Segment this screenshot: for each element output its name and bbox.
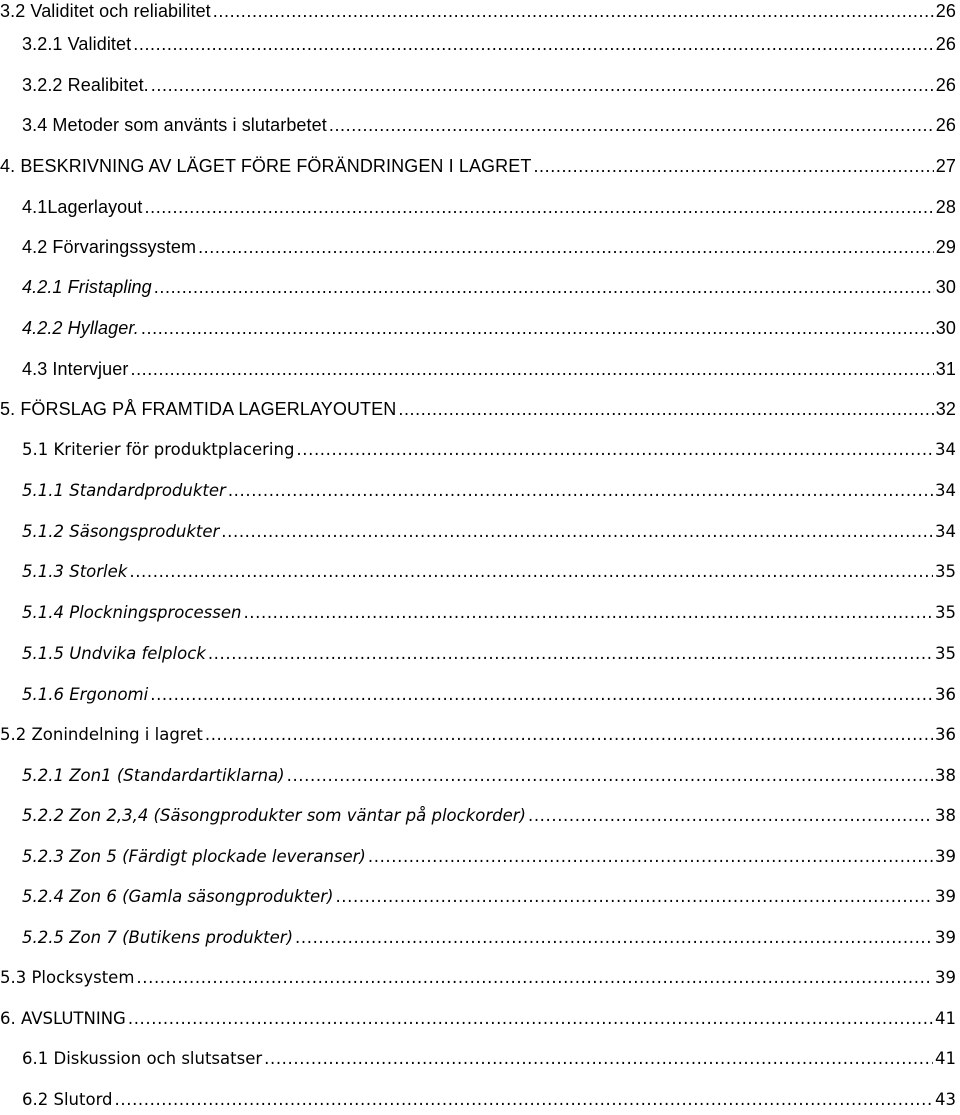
toc-entry[interactable] bbox=[22, 476, 956, 506]
toc-page-number: 26 bbox=[935, 34, 956, 54]
toc-page-number: 34 bbox=[935, 481, 956, 500]
toc-page-number: 26 bbox=[935, 75, 956, 95]
toc-entry-title: 4.2.2 Hyllager. bbox=[22, 318, 139, 338]
toc-dot-leader bbox=[213, 0, 934, 26]
toc-entry-title: 3.4 Metoder som använts i slutarbetet bbox=[22, 115, 327, 135]
toc-dot-leader bbox=[368, 842, 933, 872]
toc-page-number: 36 bbox=[935, 725, 956, 744]
toc-entry-title: 4.2.1 Fristapling bbox=[22, 277, 152, 297]
toc-entry[interactable] bbox=[22, 761, 956, 791]
toc-page-number: 30 bbox=[935, 318, 956, 338]
toc-entry[interactable] bbox=[22, 598, 956, 628]
toc-entry-title: 5.1.6 Ergonomi bbox=[22, 685, 149, 704]
toc-entry-title: 4.3 Intervjuer bbox=[22, 359, 129, 379]
toc-entry[interactable] bbox=[22, 232, 956, 262]
toc-page-number: 35 bbox=[935, 562, 956, 581]
toc-entry[interactable] bbox=[0, 720, 956, 750]
toc-page-number: 43 bbox=[935, 1090, 956, 1109]
toc-dot-leader bbox=[528, 801, 933, 831]
toc-entry-title: 5.1.4 Plockningsprocessen bbox=[22, 603, 242, 622]
toc-page-number: 39 bbox=[935, 968, 956, 987]
toc-dot-leader bbox=[221, 517, 933, 547]
toc-entry-title: 5.1.2 Säsongsprodukter bbox=[22, 522, 220, 541]
toc-dot-leader bbox=[533, 151, 933, 181]
toc-dot-leader bbox=[264, 1044, 933, 1074]
toc-entry[interactable] bbox=[22, 801, 956, 831]
toc-dot-leader bbox=[130, 354, 933, 384]
toc-entry[interactable] bbox=[0, 394, 956, 424]
toc-page-number: 41 bbox=[935, 1009, 956, 1028]
toc-entry[interactable] bbox=[22, 1044, 956, 1074]
toc-dot-leader bbox=[228, 476, 933, 506]
toc-entry-title: 5.3 Plocksystem bbox=[0, 968, 135, 987]
toc-entry-title: 6. AVSLUTNING bbox=[0, 1009, 126, 1028]
toc-entry-title: 6.2 Slutord bbox=[22, 1090, 113, 1109]
toc-entry-title: 5.2.5 Zon 7 (Butikens produkter) bbox=[22, 928, 294, 947]
toc-entry[interactable] bbox=[0, 151, 956, 181]
toc-dot-leader bbox=[208, 639, 933, 669]
toc-dot-leader bbox=[133, 29, 934, 59]
toc-entry[interactable] bbox=[22, 272, 956, 302]
toc-dot-leader bbox=[150, 680, 933, 710]
toc-page-number: 38 bbox=[935, 806, 956, 825]
toc-entry-title: 5.2.4 Zon 6 (Gamla säsongprodukter) bbox=[22, 887, 334, 906]
toc-entry-title: 6.1 Diskussion och slutsatser bbox=[22, 1049, 263, 1068]
toc-page-number: 34 bbox=[935, 522, 956, 541]
toc-page-number: 35 bbox=[935, 603, 956, 622]
toc-dot-leader bbox=[205, 720, 933, 750]
toc-dot-leader bbox=[128, 1004, 933, 1034]
toc-entry-title: 5.2.3 Zon 5 (Färdigt plockade leveranser) bbox=[22, 847, 366, 866]
toc-entry[interactable] bbox=[22, 1085, 956, 1115]
toc-page-number: 38 bbox=[935, 766, 956, 785]
toc-entry-title: 3.2 Validitet och reliabilitet bbox=[0, 1, 211, 21]
toc-page-number: 30 bbox=[935, 277, 956, 297]
toc-page-number: 28 bbox=[935, 197, 956, 217]
toc-dot-leader bbox=[151, 70, 934, 100]
toc-entry[interactable] bbox=[0, 963, 956, 993]
toc-dot-leader bbox=[198, 232, 934, 262]
toc-entry[interactable] bbox=[22, 192, 956, 222]
toc-dot-leader bbox=[136, 963, 933, 993]
toc-entry[interactable] bbox=[22, 923, 956, 953]
toc-entry-title: 5.1 Kriterier för produktplacering bbox=[22, 440, 295, 459]
toc-dot-leader bbox=[296, 435, 933, 465]
toc-entry-title: 3.2.1 Validitet bbox=[22, 34, 132, 54]
toc-page-number: 26 bbox=[935, 115, 956, 135]
toc-page-number: 35 bbox=[935, 644, 956, 663]
toc-page-number: 34 bbox=[935, 440, 956, 459]
toc-dot-leader bbox=[129, 557, 933, 587]
toc-dot-leader bbox=[335, 882, 933, 912]
toc-dot-leader bbox=[141, 313, 934, 343]
toc-entry-title: 5.2 Zonindelning i lagret bbox=[0, 725, 203, 744]
toc-entry[interactable] bbox=[22, 354, 956, 384]
toc-entry[interactable] bbox=[22, 882, 956, 912]
toc-page-number: 39 bbox=[935, 928, 956, 947]
toc-page-number: 41 bbox=[935, 1049, 956, 1068]
toc-entry-title: 5.2.2 Zon 2,3,4 (Säsongprodukter som väntar på plockorder) bbox=[22, 806, 526, 825]
toc-entry[interactable] bbox=[22, 842, 956, 872]
toc-entry-title: 4.2 Förvaringssystem bbox=[22, 237, 197, 257]
toc-dot-leader bbox=[115, 1085, 933, 1115]
toc-entry[interactable] bbox=[22, 680, 956, 710]
toc-entry[interactable] bbox=[22, 517, 956, 547]
toc-entry[interactable] bbox=[22, 70, 956, 100]
toc-entry-title: 5.1.1 Standardprodukter bbox=[22, 481, 226, 500]
toc-entry-title: 4.1Lagerlayout bbox=[22, 197, 143, 217]
toc-entry-title: 5.2.1 Zon1 (Standardartiklarna) bbox=[22, 766, 285, 785]
toc-entry[interactable] bbox=[0, 0, 956, 26]
toc-entry[interactable] bbox=[22, 639, 956, 669]
toc-entry[interactable] bbox=[0, 1004, 956, 1034]
toc-dot-leader bbox=[154, 272, 934, 302]
toc-page-number: 29 bbox=[935, 237, 956, 257]
toc-page-number: 36 bbox=[935, 685, 956, 704]
toc-page-number: 31 bbox=[935, 359, 956, 379]
toc-entry-title: 3.2.2 Realibitet. bbox=[22, 75, 149, 95]
toc-dot-leader bbox=[398, 394, 933, 424]
toc-dot-leader bbox=[295, 923, 933, 953]
toc-entry[interactable] bbox=[22, 557, 956, 587]
toc-entry[interactable] bbox=[22, 29, 956, 59]
toc-dot-leader bbox=[287, 761, 933, 791]
toc-entry-title: 5. FÖRSLAG PÅ FRAMTIDA LAGERLAYOUTEN bbox=[0, 399, 397, 419]
toc-entry-title: 4. BESKRIVNING AV LÄGET FÖRE FÖRÄNDRINGEN I LAGRET bbox=[0, 156, 532, 176]
toc-entry-title: 5.1.5 Undvika felplock bbox=[22, 644, 206, 663]
toc-page-number: 27 bbox=[935, 156, 956, 176]
toc-page-number: 26 bbox=[935, 1, 956, 21]
toc-entry-title: 5.1.3 Storlek bbox=[22, 562, 128, 581]
toc-dot-leader bbox=[329, 110, 934, 140]
toc-page-number: 32 bbox=[935, 399, 956, 419]
toc-page-number: 39 bbox=[935, 847, 956, 866]
toc-page-number: 39 bbox=[935, 887, 956, 906]
toc-entry[interactable] bbox=[22, 435, 956, 465]
toc-entry[interactable] bbox=[22, 313, 956, 343]
toc-dot-leader bbox=[243, 598, 933, 628]
toc-entry[interactable] bbox=[22, 110, 956, 140]
toc-dot-leader bbox=[145, 192, 934, 222]
